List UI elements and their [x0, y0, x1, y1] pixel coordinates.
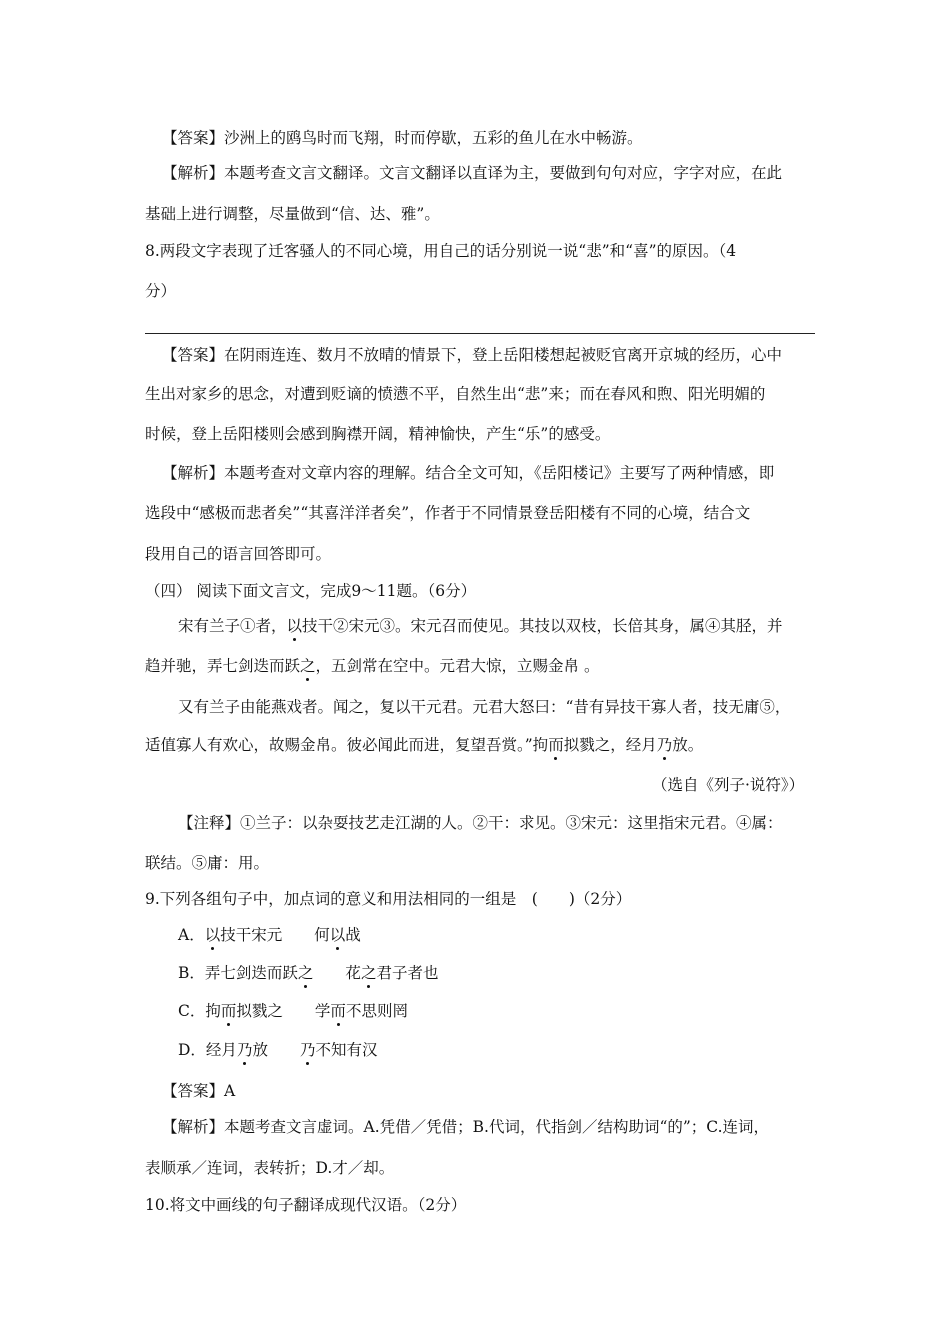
- passage-source: （选自《列子·说符》）: [652, 776, 805, 794]
- analysis-8: 【解析】本题考查对文章内容的理解。结合全文可知，《岳阳楼记》主要写了两种情感，即: [162, 464, 775, 482]
- notes-line-cont: 联结。⑤庸：用。: [145, 854, 270, 872]
- passage-line-3: 又有兰子由能燕戏者。闻之，复以干元君。元君大怒曰：“昔有异技干寡人者，技无庸⑤，: [178, 698, 791, 716]
- analysis-8-cont: 选段中“感极而悲者矣”“其喜洋洋者矣”，作者于不同情景登岳阳楼有不同的心境，结合文: [145, 504, 751, 522]
- notes-line: 【注释】①兰子：以杂耍技艺走江湖的人。②干：求见。③宋元：这里指宋元君。④属：: [178, 814, 783, 832]
- question-8: 8.两段文字表现了迁客骚人的不同心境，用自己的话分别说一说“悲”和“喜”的原因。（4: [145, 242, 737, 260]
- analysis-9: 【解析】本题考查文言虚词。A.凭借／凭借；B.代词，代指剑／结构助词“的”；C.连词，: [162, 1118, 770, 1136]
- answer-line: 【答案】沙洲上的鸥鸟时而飞翔，时而停歇，五彩的鱼儿在水中畅游。: [162, 129, 643, 147]
- analysis-line: 【解析】本题考查文言文翻译。文言文翻译以直译为主，要做到句句对应，字字对应，在此: [162, 164, 783, 182]
- answer-8-cont-2: 时候，登上岳阳楼则会感到胸襟开阔，精神愉快，产生“乐”的感受。: [145, 425, 611, 443]
- passage-line-2: 趋并驰，弄七剑迭而跃之，五剑常在空中。元君大惊，立赐金帛 。: [145, 657, 600, 675]
- analysis-9-cont: 表顺承／连词，表转折；D.才／却。: [145, 1159, 395, 1177]
- analysis-8-cont-2: 段用自己的语言回答即可。: [145, 545, 332, 563]
- passage-line-4: 适值寡人有欢心，故赐金帛。彼必闻此而进，复望吾赏。”拘而拟戮之，经月乃放。: [145, 736, 704, 754]
- option-a: A．以技干宋元 何以战: [178, 926, 361, 944]
- answer-blank-line: [145, 333, 815, 334]
- question-10: 10.将文中画线的句子翻译成现代汉语。（2分）: [145, 1196, 467, 1214]
- option-b: B．弄七剑迭而跃之 花之君子者也: [178, 964, 439, 982]
- option-d: D．经月乃放 乃不知有汉: [178, 1041, 378, 1059]
- answer-9: 【答案】A: [162, 1082, 236, 1100]
- answer-8-cont: 生出对家乡的思念，对遭到贬谪的愤懑不平，自然生出“悲”来；而在春风和煦、阳光明媚的: [145, 385, 766, 403]
- analysis-line-cont: 基础上进行调整，尽量做到“信、达、雅”。: [145, 205, 440, 223]
- passage-line-1: 宋有兰子①者，以技干②宋元③。宋元召而使见。其技以双枝，长倍其身，属④其胫，并: [178, 617, 783, 635]
- question-9: 9.下列各组句子中，加点词的意义和用法相同的一组是 ( )（2分）: [145, 890, 632, 908]
- answer-8: 【答案】在阴雨连连、数月不放晴的情景下，登上岳阳楼想起被贬官离开京城的经历，心中: [162, 346, 783, 364]
- option-c: C．拘而拟戮之 学而不思则罔: [178, 1002, 408, 1020]
- question-8-cont: 分）: [145, 282, 177, 300]
- section-heading: （四） 阅读下面文言文，完成9～11题。（6分）: [145, 582, 477, 600]
